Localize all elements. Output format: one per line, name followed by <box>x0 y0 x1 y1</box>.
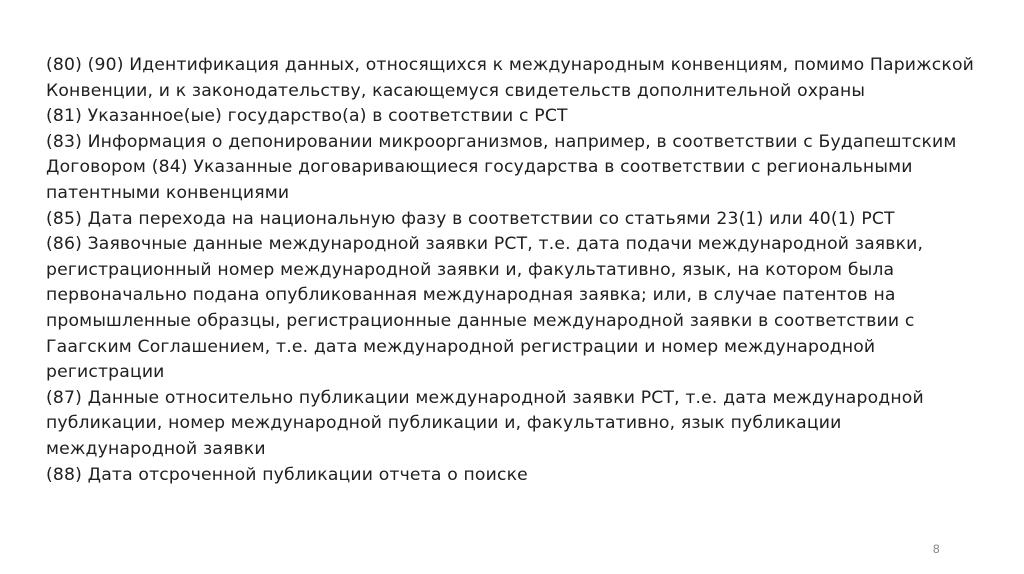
paragraph-81: (81) Указанное(ые) государство(а) в соответствии с РСТ <box>46 106 568 127</box>
paragraph-80-90: (80) (90) Идентификация данных, относящихся к международным конвенциям, помимо Парижской Конвенции, и к законодательству, касающемуся свидетельств дополнительной охраны <box>46 55 975 101</box>
paragraph-86: (86) Заявочные данные международной заявки РСТ, т.е. дата подачи международной заявки, регистрационный номер международной заявки и, факультативно, язык, на котором была первоначально подана опубликованная международная заявка; или, в случае патентов на промышленные образцы, регистрационные данные международной заявки в соответствии с Гаагским Соглашением, т.е. дата международной регистрации и номер международной регистрации <box>46 234 924 383</box>
slide-body-text <box>46 53 976 488</box>
paragraph-88: (88) Дата отсроченной публикации отчета о поиске <box>46 464 528 485</box>
page-number: 8 <box>932 542 940 556</box>
paragraph-85: (85) Дата перехода на национальную фазу в соответствии со статьями 23(1) или 40(1) РСТ <box>46 208 895 229</box>
paragraph-87: (87) Данные относительно публикации международной заявки РСТ, т.е. дата международной публикации, номер международной публикации и, факультативно, язык публикации международной заявки <box>46 387 924 459</box>
paragraph-83-84: (83) Информация о депонировании микроорганизмов, например, в соответствии с Будапештским Договором (84) Указанные договаривающиеся государства в соответствии с региональными патентными конвенциями <box>46 131 957 203</box>
